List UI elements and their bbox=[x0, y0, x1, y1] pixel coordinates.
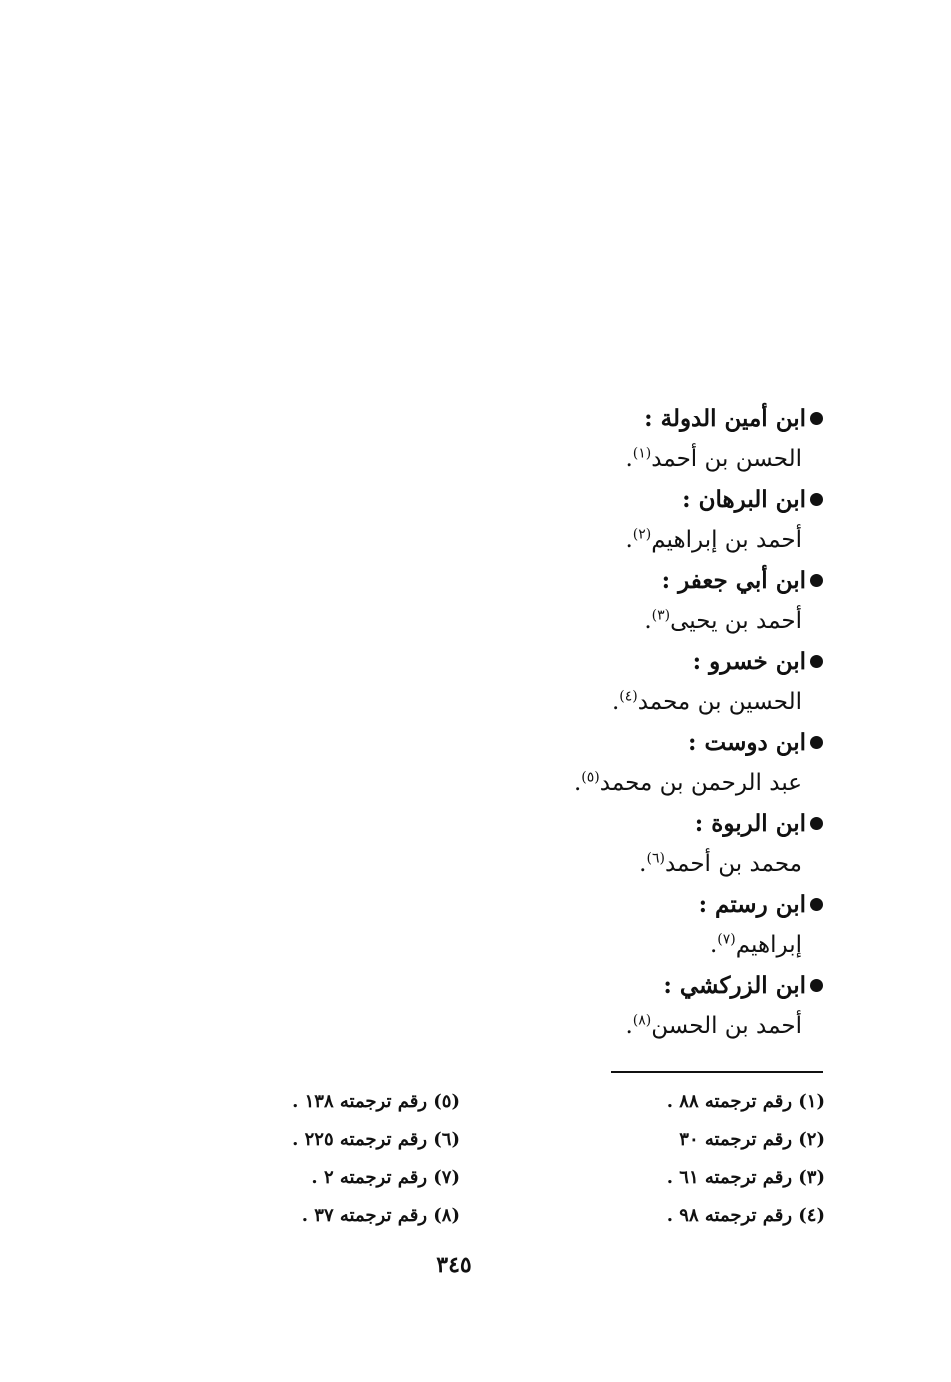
footnote-item: (٥) رقم ترجمته ١٣٨ . bbox=[292, 1091, 460, 1112]
entry-end-mark: . bbox=[644, 608, 652, 634]
footnote-item: (١) رقم ترجمته ٨٨ . bbox=[666, 1091, 825, 1112]
footnote-item: (٧) رقم ترجمته ٢ . bbox=[311, 1167, 460, 1188]
footnote-item: (٢) رقم ترجمته ٣٠ bbox=[679, 1129, 825, 1150]
entry-name bbox=[403, 1006, 823, 1046]
entry-name-text: إبراهيم bbox=[735, 932, 802, 958]
footnote-ref: (٤) bbox=[619, 688, 638, 705]
page-number: ٣٤٥ bbox=[436, 1252, 472, 1278]
footnote-item: (٣) رقم ترجمته ٦١ . bbox=[666, 1167, 825, 1188]
footnotes bbox=[265, 1083, 825, 1235]
bullet-icon bbox=[810, 655, 823, 668]
entry-heading-text: ابن البرهان : bbox=[682, 486, 806, 513]
footnote-ref: (١) bbox=[632, 445, 652, 462]
entry-name-text: الحسن بن أحمد bbox=[651, 446, 802, 472]
footnote-ref: (٥) bbox=[581, 769, 600, 786]
entry-name bbox=[403, 682, 823, 722]
entry-end-mark: . bbox=[573, 770, 582, 796]
entry-end-mark: . bbox=[625, 527, 633, 553]
entry-heading-text: ابن الربوة : bbox=[694, 810, 806, 837]
entry-heading bbox=[403, 641, 823, 682]
footnote-ref: (٣) bbox=[651, 607, 671, 624]
entry-heading-text: ابن رستم : bbox=[698, 891, 806, 918]
bullet-icon bbox=[810, 736, 823, 749]
entry-heading-text: ابن خسرو : bbox=[692, 648, 806, 675]
entry bbox=[403, 965, 823, 1046]
footnote-item: (٤) رقم ترجمته ٩٨ . bbox=[666, 1205, 825, 1226]
entry-name bbox=[403, 763, 823, 803]
entry bbox=[403, 884, 823, 965]
entry-heading-text: ابن أمين الدولة : bbox=[644, 405, 806, 432]
bullet-icon bbox=[810, 898, 823, 911]
entry-heading bbox=[403, 965, 823, 1006]
footnote-ref: (٧) bbox=[717, 931, 736, 948]
entry-name-text: أحمد بن الحسن bbox=[651, 1013, 802, 1039]
entry-end-mark: . bbox=[625, 1013, 633, 1039]
bullet-icon bbox=[810, 979, 823, 992]
entry-heading bbox=[403, 884, 823, 925]
entry-name bbox=[403, 520, 823, 560]
entry-end-mark: . bbox=[611, 689, 620, 715]
entry-heading bbox=[403, 722, 823, 763]
footnote-ref: (٨) bbox=[632, 1012, 652, 1029]
entry-name bbox=[403, 601, 823, 641]
entry-end-mark: . bbox=[639, 851, 647, 877]
entry-heading-text: ابن أبي جعفر : bbox=[661, 567, 806, 594]
entry-list bbox=[403, 398, 823, 1046]
entry-name-text: عبد الرحمن بن محمد bbox=[599, 770, 802, 796]
entry-heading bbox=[403, 803, 823, 844]
footnote-item: (٦) رقم ترجمته ٢٢٥ . bbox=[292, 1129, 460, 1150]
entry-heading bbox=[403, 479, 823, 520]
entry-heading-text: ابن الزركشي : bbox=[663, 972, 806, 999]
footnote-ref: (٦) bbox=[646, 850, 665, 867]
entry bbox=[403, 641, 823, 722]
entry bbox=[403, 398, 823, 479]
entry-heading bbox=[403, 398, 823, 439]
footnote-ref: (٢) bbox=[632, 526, 652, 543]
footnote-item: (٨) رقم ترجمته ٣٧ . bbox=[301, 1205, 460, 1226]
entry-name bbox=[403, 844, 823, 884]
entry-name-text: الحسين بن محمد bbox=[637, 689, 802, 715]
bullet-icon bbox=[810, 574, 823, 587]
entry-end-mark: . bbox=[625, 446, 633, 472]
entry-heading-text: ابن دوست : bbox=[687, 729, 806, 756]
entry-heading bbox=[403, 560, 823, 601]
entry-name bbox=[403, 439, 823, 479]
entry-name-text: أحمد بن يحيى bbox=[670, 608, 802, 634]
footnote-divider bbox=[611, 1071, 823, 1073]
footnotes-right-column bbox=[630, 1083, 825, 1235]
entry-name bbox=[403, 925, 823, 965]
footnotes-left-column bbox=[265, 1083, 460, 1235]
entry bbox=[403, 479, 823, 560]
entry bbox=[403, 803, 823, 884]
entry bbox=[403, 560, 823, 641]
entry-name-text: أحمد بن إبراهيم bbox=[651, 527, 802, 553]
bullet-icon bbox=[810, 493, 823, 506]
bullet-icon bbox=[810, 817, 823, 830]
entry-name-text: محمد بن أحمد bbox=[664, 851, 802, 877]
entry-end-mark: . bbox=[709, 932, 718, 958]
bullet-icon bbox=[810, 412, 823, 425]
entry bbox=[403, 722, 823, 803]
